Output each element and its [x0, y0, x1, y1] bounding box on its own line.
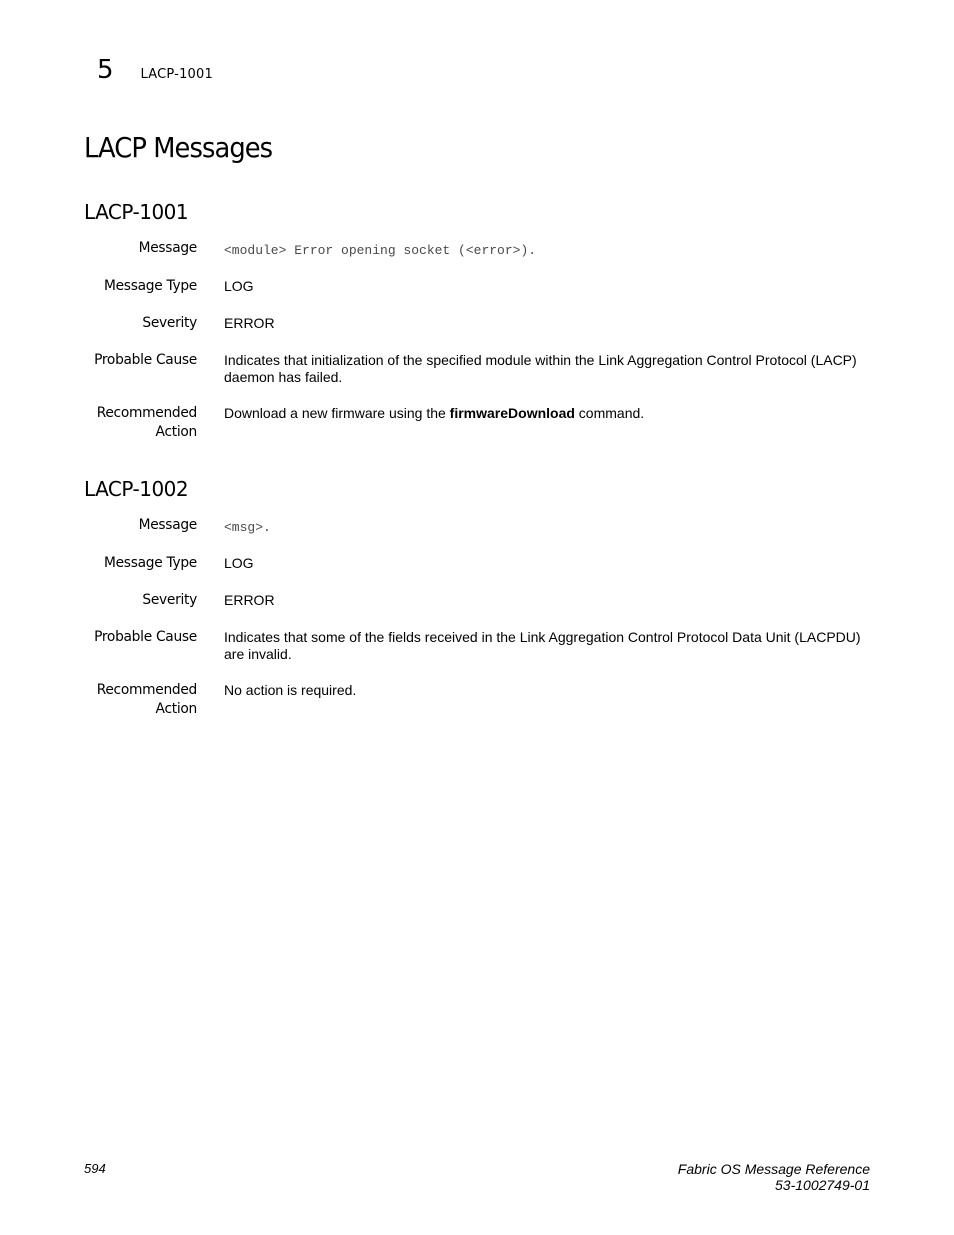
message-row	[84, 239, 874, 259]
probable-cause-value: Indicates that some of the fields received in the Link Aggregation Control Protocol Data Unit (LACPDU) are invalid.	[224, 629, 861, 662]
recommended-action-value: No action is required.	[224, 682, 357, 698]
field-label: Message	[138, 517, 197, 533]
severity-value: ERROR	[224, 315, 275, 331]
recommended-action-value	[224, 404, 874, 442]
field-label: Probable Cause	[94, 629, 197, 645]
label-line: Recommended	[96, 682, 197, 698]
action-text: command.	[574, 405, 645, 421]
chapter-number: 5	[97, 55, 114, 85]
label-line: Action	[155, 424, 197, 440]
document-title: Fabric OS Message Reference	[677, 1161, 870, 1177]
recommended-action-row	[84, 681, 874, 719]
label-line: Action	[155, 701, 197, 717]
field-label: Severity	[142, 315, 197, 331]
section-title: LACP-1002	[84, 477, 189, 501]
severity-row	[84, 314, 874, 333]
section-title: LACP-1001	[84, 200, 189, 224]
recommended-action-row	[84, 404, 874, 442]
severity-row	[84, 591, 874, 610]
message-row	[84, 516, 874, 536]
probable-cause-row	[84, 628, 874, 663]
field-label: Severity	[142, 592, 197, 608]
document-number: 53-1002749-01	[775, 1177, 870, 1193]
message-text: <module> Error opening socket (<error>).	[224, 243, 537, 258]
probable-cause-row	[84, 351, 874, 386]
page-number: 594	[84, 1161, 106, 1176]
message-text: <msg>.	[224, 520, 271, 535]
label-line: Recommended	[96, 405, 197, 421]
page-header	[97, 56, 213, 84]
command-name: firmwareDownload	[449, 405, 575, 421]
field-label: Message	[138, 240, 197, 256]
action-text: Download a new firmware using the	[224, 405, 450, 421]
running-head: LACP-1001	[140, 67, 213, 82]
message-type-value: LOG	[224, 278, 254, 294]
field-label	[90, 404, 197, 442]
probable-cause-value: Indicates that initialization of the specified module within the Link Aggregation Control Protocol (LACP) daemon has failed.	[224, 352, 857, 385]
field-label	[90, 681, 197, 719]
field-label: Probable Cause	[94, 352, 197, 368]
message-type-row	[84, 554, 874, 573]
field-label: Message Type	[104, 278, 197, 294]
message-section-lacp-1001	[84, 199, 874, 460]
page-title: LACP Messages	[84, 131, 273, 164]
severity-value: ERROR	[224, 592, 275, 608]
message-section-lacp-1002	[84, 476, 874, 737]
field-label: Message Type	[104, 555, 197, 571]
message-type-value: LOG	[224, 555, 254, 571]
message-type-row	[84, 277, 874, 296]
document-info	[678, 1161, 870, 1193]
